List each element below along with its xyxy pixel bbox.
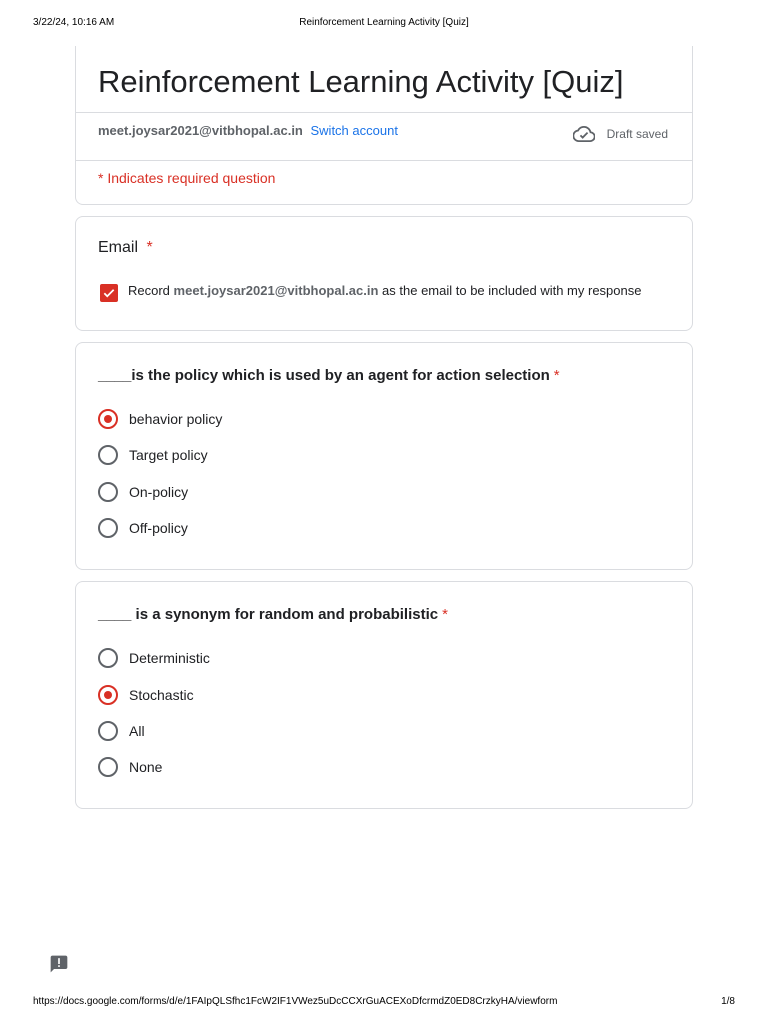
required-star: * — [442, 606, 448, 623]
required-star: * — [146, 239, 153, 256]
option-label: Target policy — [129, 447, 208, 463]
radio-option[interactable] — [98, 647, 210, 669]
print-header — [33, 17, 735, 31]
print-page-title: Reinforcement Learning Activity [Quiz] — [299, 17, 469, 28]
option-label: On-policy — [129, 484, 189, 500]
email-label — [98, 239, 153, 257]
radio-button[interactable] — [98, 757, 118, 777]
option-label: All — [129, 723, 145, 739]
draft-status-text: Draft saved — [606, 127, 668, 141]
radio-button[interactable] — [98, 482, 118, 502]
record-suffix: as the email to be included with my response — [382, 283, 642, 298]
form-title: Reinforcement Learning Activity [Quiz] — [98, 64, 624, 99]
cloud-done-icon — [573, 126, 595, 142]
header-divider-2 — [76, 160, 692, 161]
question-title — [98, 606, 448, 623]
radio-button-selected[interactable] — [98, 685, 118, 705]
radio-button[interactable] — [98, 518, 118, 538]
question-title — [98, 367, 560, 384]
required-note: * Indicates required question — [98, 170, 276, 186]
radio-button[interactable] — [98, 445, 118, 465]
question-text: ____is the policy which is used by an agent for action selection — [98, 367, 550, 384]
print-page-number: 1/8 — [721, 996, 735, 1007]
print-timestamp: 3/22/24, 10:16 AM — [33, 17, 115, 28]
account-row — [98, 123, 398, 138]
radio-button-selected[interactable] — [98, 409, 118, 429]
email-label-text: Email — [98, 239, 139, 256]
record-email: meet.joysar2021@vitbhopal.ac.in — [173, 283, 379, 298]
radio-button[interactable] — [98, 648, 118, 668]
draft-status — [573, 126, 668, 142]
email-question-card — [75, 216, 693, 331]
form-header-card — [75, 46, 693, 205]
check-icon — [102, 286, 116, 300]
account-email: meet.joysar2021@vitbhopal.ac.in — [98, 123, 303, 138]
switch-account-link[interactable]: Switch account — [310, 123, 398, 138]
question-text: ____ is a synonym for random and probabilistic — [98, 606, 439, 623]
question-card — [75, 342, 693, 570]
radio-option[interactable] — [98, 444, 208, 466]
question-card — [75, 581, 693, 809]
radio-option[interactable] — [98, 408, 222, 430]
radio-button[interactable] — [98, 721, 118, 741]
option-label: Off-policy — [129, 520, 188, 536]
radio-option[interactable] — [98, 481, 188, 503]
option-label: None — [129, 759, 163, 775]
header-divider — [76, 112, 692, 113]
radio-option[interactable] — [98, 720, 145, 742]
required-star: * — [553, 367, 560, 384]
option-label: Deterministic — [129, 650, 210, 666]
record-email-text — [128, 283, 641, 298]
print-url: https://docs.google.com/forms/d/e/1FAIpQLSfhc1FcW2IF1VWez5uDcCCXrGuACEXoDfcrmdZ0ED8CrzkyHA/viewform — [33, 996, 558, 1007]
radio-option[interactable] — [98, 517, 188, 539]
option-label: Stochastic — [129, 687, 194, 703]
radio-option[interactable] — [98, 756, 162, 778]
record-email-checkbox[interactable] — [100, 284, 118, 302]
print-footer — [33, 996, 735, 1010]
feedback-icon[interactable] — [49, 954, 69, 974]
radio-option[interactable] — [98, 684, 194, 706]
option-label: behavior policy — [129, 411, 223, 427]
record-prefix: Record — [128, 283, 170, 298]
